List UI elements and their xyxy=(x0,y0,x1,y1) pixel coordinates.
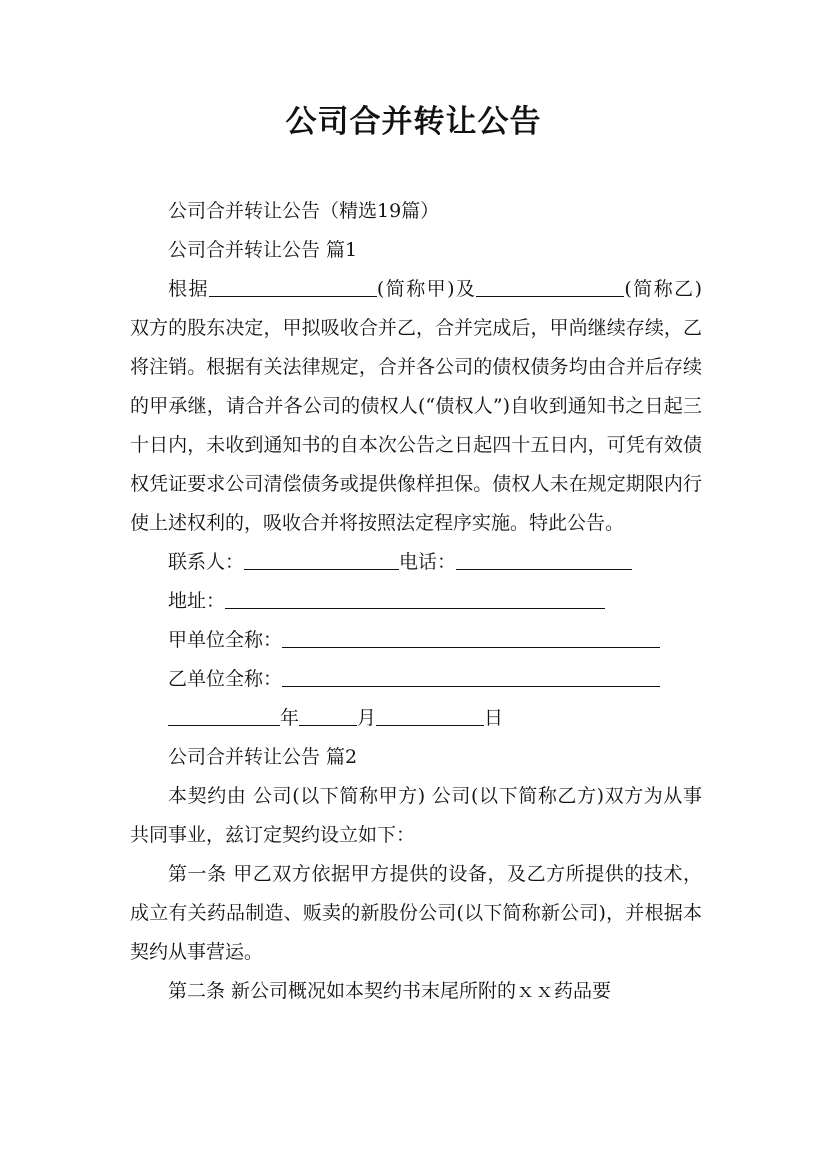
party-b-line xyxy=(130,660,702,699)
section-2-heading: 公司合并转让公告 篇2 xyxy=(168,746,358,768)
party-b-name-blank xyxy=(282,662,660,687)
month-blank xyxy=(299,701,357,726)
contact-line xyxy=(130,543,702,582)
phone-blank xyxy=(456,545,632,570)
section-2-paragraph-1: 本契约由 公司(以下简称甲方) 公司(以下简称乙方)双方为从事共同事业，兹订定契约设立如下： xyxy=(130,785,702,846)
day-blank xyxy=(376,701,484,726)
document-title: 公司合并转让公告 xyxy=(285,104,542,140)
document-subtitle: 公司合并转让公告（精选19篇） xyxy=(168,200,440,222)
party-a-line xyxy=(130,621,702,660)
p1-text-b: (简称甲)及 xyxy=(376,278,477,300)
section-1-heading: 公司合并转让公告 篇1 xyxy=(168,239,358,261)
date-line xyxy=(130,699,702,738)
document-body xyxy=(130,192,702,1011)
address-blank xyxy=(225,584,605,609)
p1-text-a: 根据 xyxy=(168,278,209,300)
section-2-paragraph-2: 第一条 甲乙双方依据甲方提供的设备，及乙方所提供的技术，成立有关药品制造、贩卖的新股份公司(以下简称新公司)，并根据本契约从事营运。 xyxy=(130,863,702,963)
phone-label: 电话： xyxy=(399,551,457,573)
day-label: 日 xyxy=(484,707,504,729)
p1-text-c: (简称乙)双方的股东决定，甲拟吸收合并乙，合并完成后，甲尚继续存续，乙将注销。根据有关法律规定，合并各公司的债权债务均由合并后存续的甲承继，请合并各公司的债权人(“债权人”)自收到通知书之日起三十日内，未收到通知书的自本次公告之日起四十五日内，可凭有效债权凭证要求公司清偿债务或提供像样担保。债权人未在规定期限内行使上述权利的，吸收合并将按照法定程序实施。特此公告。 xyxy=(130,278,702,534)
section-2-paragraph-3: 第二条 新公司概况如本契约书末尾所附的ｘｘ药品要 xyxy=(168,980,612,1002)
address-line xyxy=(130,582,702,621)
address-label: 地址： xyxy=(168,590,226,612)
contact-blank xyxy=(244,545,399,570)
year-blank xyxy=(168,701,280,726)
party-a-label: 甲单位全称： xyxy=(168,629,283,651)
party-a-name-blank xyxy=(282,623,660,648)
party-a-blank xyxy=(209,272,377,297)
month-label: 月 xyxy=(357,707,377,729)
section-1-paragraph xyxy=(130,270,702,543)
year-label: 年 xyxy=(280,707,300,729)
party-b-blank xyxy=(476,272,624,297)
contact-label: 联系人： xyxy=(168,551,245,573)
party-b-label: 乙单位全称： xyxy=(168,668,283,690)
